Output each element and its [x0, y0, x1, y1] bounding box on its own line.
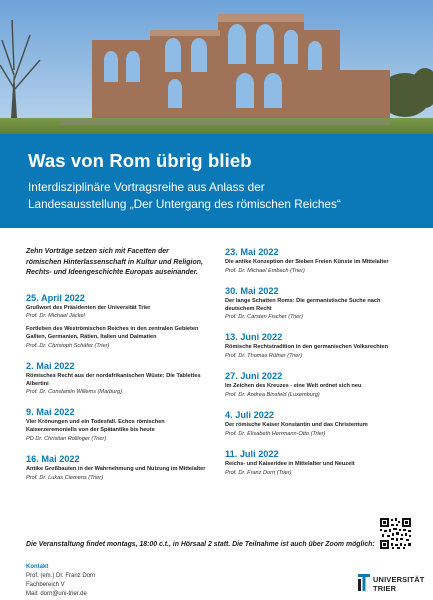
contact-name: Prof. (em.) Dr. Franz Dorn — [26, 573, 96, 579]
event-topic: Römisches Recht aus der nordafrikanischen Wüste: Die Tablettes Albertini — [26, 372, 201, 387]
subtitle-line-2: Landesausstellung „Der Untergang des römischen Reiches“ — [28, 197, 341, 211]
event — [26, 454, 206, 482]
event-topic: Römische Rechtstradition in den germanischen Volksrechten — [225, 344, 389, 351]
venue-note: Die Veranstaltung findet montags, 18:00 c.t., in Hörsaal 2 statt. Die Teilnahme ist auch über Zoom möglich: — [26, 541, 375, 548]
event — [26, 407, 206, 443]
university-logo — [358, 573, 425, 595]
left-column — [26, 247, 206, 493]
right-column — [225, 247, 410, 488]
event-date: 9. Mai 2022 — [26, 407, 75, 418]
event-date: 23. Mai 2022 — [225, 247, 279, 257]
event-date: 11. Juli 2022 — [225, 448, 279, 459]
event — [225, 247, 410, 275]
event-date: 16. Mai 2022 — [26, 454, 80, 465]
event-date: 27. Juni 2022 — [225, 371, 283, 382]
event — [26, 361, 206, 397]
event-speaker: PD Dr. Christian Rollinger (Trier) — [26, 436, 107, 443]
event-speaker: Prof. Dr. Carsten Fischer (Trier) — [225, 314, 304, 321]
logo-line-2: TRIER — [373, 584, 397, 593]
event — [26, 293, 206, 350]
event-topic: Antike Großbauten in der Wahrnehmung und Nutzung im Mittelalter — [26, 466, 206, 473]
event-date: 30. Mai 2022 — [225, 285, 279, 296]
event-topic: Die antike Konzeption der Sieben Freien Künste im Mittelalter — [225, 259, 389, 265]
event-topic: Im Zeichen des Kreuzes - eine Welt ordnet sich neu — [225, 383, 362, 390]
event — [225, 449, 410, 477]
event — [225, 410, 410, 438]
event-speaker: Prof. Dr. Lukas Clemens (Trier) — [26, 474, 104, 481]
header-photo — [0, 0, 433, 134]
event-speaker: Prof. Dr. Elisabeth Herrmann-Otto (Trier) — [225, 430, 326, 437]
event-topic: Fortleben des Weströmischen Reiches in den zentralen Gebieten Gallien, Germanien, Rätien, Italien und Dalmatien — [26, 326, 199, 341]
event-topic: Vier Krönungen und ein Todesfall. Echos römischen Kaiserzeremoniells von der Spätantike bis heute — [26, 419, 165, 434]
event-speaker: Prof. Dr. Michael Embach (Trier) — [225, 267, 305, 274]
subtitle — [28, 179, 433, 213]
event-date: 13. Juni 2022 — [225, 332, 283, 343]
event — [225, 286, 410, 322]
event — [225, 332, 410, 360]
event-topic: Reichs- und Kaiseridee in Mittelalter und Neuzeit — [225, 460, 355, 467]
event-speaker: Prof. Dr. Christoph Schäfer (Trier) — [26, 342, 110, 349]
event-topic: Grußwort des Präsidenten der Universität Trier — [26, 304, 151, 311]
event-date: 2. Mai 2022 — [26, 360, 75, 371]
event-speaker: Prof. Dr. Andrea Binsfeld (Luxemburg) — [225, 391, 320, 398]
event-speaker: Prof. Dr. Michael Jäckel — [26, 313, 85, 320]
event-topic: Der lange Schatten Roms: Die germanistische Suche nach deutschem Recht — [225, 297, 381, 312]
page-title: Was von Rom übrig blieb — [28, 150, 252, 171]
event — [225, 371, 410, 399]
event-date: 25. April 2022 — [26, 292, 85, 303]
contact-block — [26, 563, 95, 599]
contact-title: Kontakt — [26, 564, 49, 570]
contact-department: Fachbereich V — [26, 582, 65, 588]
contact-mail-link[interactable]: Mail: dorn@uni-trier.de — [26, 591, 87, 597]
logo-line-1: UNIVERSITÄT — [373, 575, 425, 584]
subtitle-line-1: Interdisziplinäre Vortragsreihe aus Anlass der — [28, 180, 265, 194]
event-topic: Der römische Kaiser Konstantin und das Christentum — [225, 421, 368, 428]
roman-ruins-image — [0, 0, 433, 134]
event-date: 4. Juli 2022 — [225, 409, 275, 420]
event-speaker: Prof. Dr. Thomas Rüfner (Trier) — [225, 353, 303, 360]
event-speaker: Prof. Dr. Franz Dorn (Trier) — [225, 469, 292, 476]
university-logo-icon — [358, 574, 370, 591]
intro-text: Zehn Vorträge setzen sich mit Facetten der römischen Hinterlassenschaft in Kultur und Religion, Rechts- und Ideengeschichte Europas auseinander. — [26, 248, 203, 276]
event-speaker: Prof. Dr. Constantin Willems (Marburg) — [26, 389, 123, 396]
title-banner — [0, 134, 433, 228]
